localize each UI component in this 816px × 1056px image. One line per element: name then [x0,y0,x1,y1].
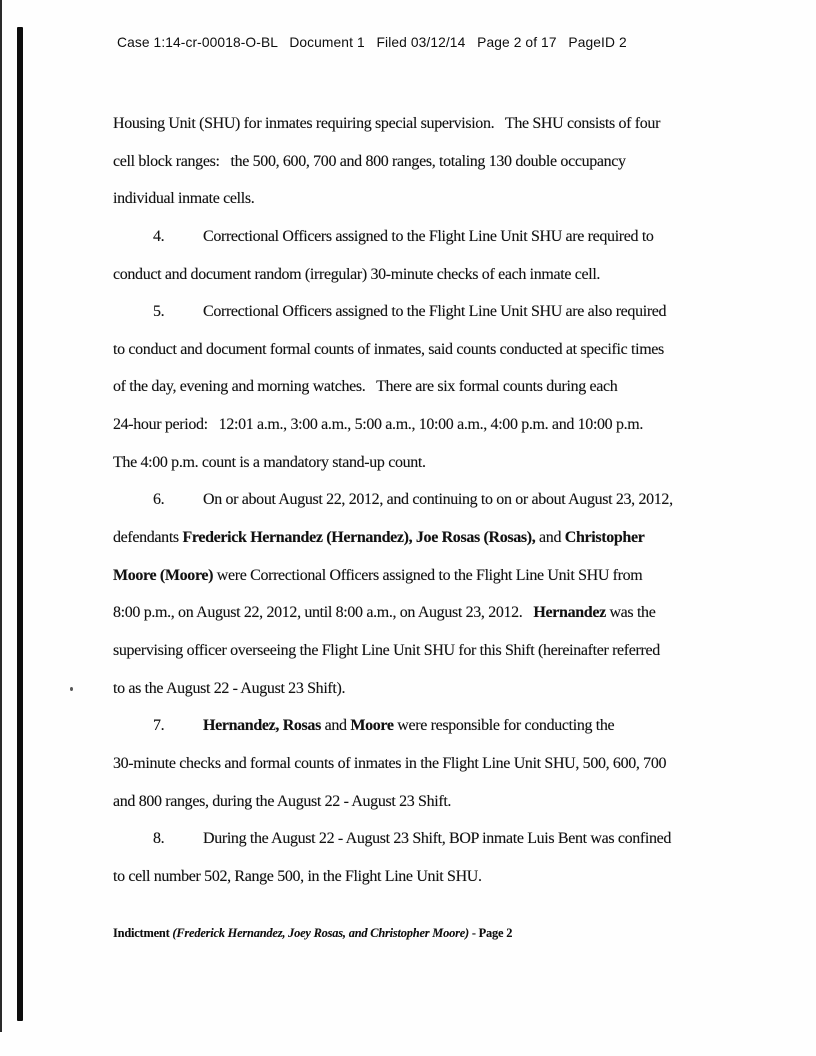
document-line [113,444,713,482]
text-segment: were Correctional Officers assigned to the Flight Line Unit SHU from [213,566,643,584]
paragraph-number: 5. [153,303,165,321]
text-segment: The 4:00 p.m. count is a mandatory stand-up count. [113,453,426,471]
case-header-stamp: Case 1:14-cr-00018-O-BL Document 1 Filed 03/12/14 Page 2 of 17 PageID 2 [117,35,627,50]
document-line [113,293,713,331]
text-segment: to as the August 22 - August 23 Shift). [113,679,346,697]
text-segment: Frederick Hernandez (Hernandez), Joe Rosas (Rosas), [182,529,536,547]
text-segment: of the day, evening and morning watches. There are six formal counts during each [113,378,618,396]
document-line [113,632,713,670]
footer-text-segment: - Page 2 [468,926,513,940]
document-line [113,670,713,708]
text-segment: Hernandez, Rosas [203,717,321,735]
document-line [113,519,713,557]
text-segment: were responsible for conducting the [393,717,615,735]
text-segment: conduct and document random (irregular) 30-minute checks of each inmate cell. [113,265,601,283]
text-segment: to conduct and document formal counts of inmates, said counts conducted at specific times [113,340,664,358]
text-segment: Hernandez [533,604,606,622]
text-segment: Christopher [564,529,645,547]
document-line [113,256,713,294]
scan-binding-bar [17,27,23,1021]
text-segment: cell block ranges: the 500, 600, 700 and 800 ranges, totaling 130 double occupancy [113,152,626,170]
text-segment: defendants [113,529,183,547]
document-line [113,745,713,783]
scan-edge-line [0,0,2,1032]
paragraph-number: 6. [153,491,165,509]
paragraph-number: 4. [153,227,165,245]
text-segment: supervising officer overseeing the Flight Line Unit SHU for this Shift (hereinafter referred [113,641,660,659]
text-segment: and [535,529,565,547]
document-line [113,218,713,256]
document-line [113,481,713,519]
document-line [113,331,713,369]
text-segment: On or about August 22, 2012, and continuing to on or about August 23, 2012, [203,491,673,509]
text-segment: 24-hour period: 12:01 a.m., 3:00 a.m., 5:00 a.m., 10:00 a.m., 4:00 p.m. and 10:00 p.m. [113,416,644,434]
text-segment: was the [605,604,656,622]
footer-text-segment: Indictment [113,926,173,940]
text-segment: 30-minute checks and formal counts of inmates in the Flight Line Unit SHU, 500, 600, 700 [113,754,667,772]
text-segment: and [320,717,351,735]
text-segment: Correctional Officers assigned to the Flight Line Unit SHU are also required [203,303,667,321]
document-line [113,180,713,218]
document-line [113,105,713,143]
document-line [113,820,713,858]
text-segment: to cell number 502, Range 500, in the Flight Line Unit SHU. [113,867,482,885]
document-line [113,406,713,444]
footer-text-segment: (Frederick Hernandez, Joey Rosas, and Christopher Moore) [172,926,469,940]
text-segment: individual inmate cells. [113,190,255,208]
text-segment: Moore (Moore) [113,566,214,584]
document-line [113,783,713,821]
text-segment: Housing Unit (SHU) for inmates requiring special supervision. The SHU consists of four [113,115,661,132]
footer-line [113,926,512,941]
text-segment: Correctional Officers assigned to the Flight Line Unit SHU are required to [203,227,654,245]
paragraph-number: 8. [153,830,165,848]
text-segment: 8:00 p.m., on August 22, 2012, until 8:00 a.m., on August 23, 2012. [113,604,534,622]
text-segment: During the August 22 - August 23 Shift, BOP inmate Luis Bent was confined [203,830,672,848]
text-segment: and 800 ranges, during the August 22 - August 23 Shift. [113,792,452,810]
document-line [113,707,713,745]
text-segment: Moore [350,717,394,735]
document-line [113,143,713,181]
document-line [113,368,713,406]
document-line [113,858,713,896]
document-body [113,105,713,895]
paragraph-number: 7. [153,717,165,735]
document-line [113,557,713,595]
scan-speck [70,687,73,691]
document-line [113,594,713,632]
